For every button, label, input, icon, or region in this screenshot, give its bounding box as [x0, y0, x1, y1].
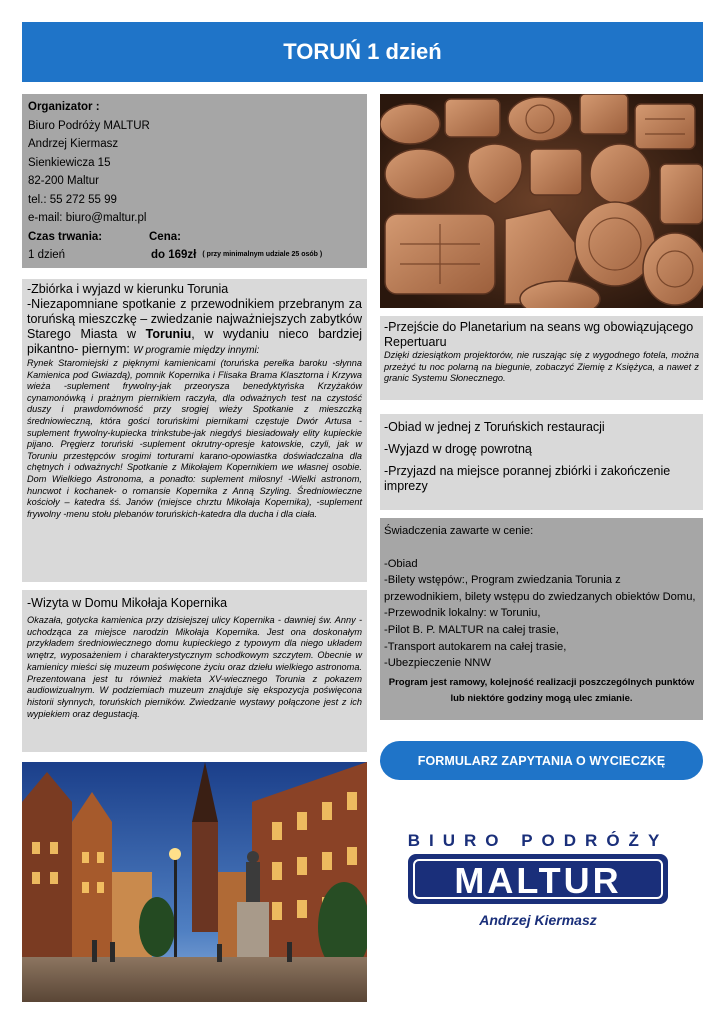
planetarium-lead: -Przejście do Planetarium na seans wg obowiązującego Repertuaru: [384, 320, 694, 349]
logo-owner-text: Andrzej Kiermasz: [479, 912, 597, 928]
return-box: [380, 414, 703, 510]
services-title: Świadczenia zawarte w cenie:: [384, 525, 534, 537]
kopernik-box: [22, 590, 367, 752]
logo-top-text: BIURO PODRÓŻY: [407, 831, 669, 850]
program-lead-city: Toruniu: [145, 327, 192, 341]
program-item-arrival: -Przyjazd na miejsce porannej zbiórki i zakończenie imprezy: [384, 464, 671, 493]
service-item: -Transport autokarem na całej trasie,: [384, 640, 567, 653]
organizer-email: e-mail: biuro@maltur.pl: [28, 212, 147, 224]
logo-name-text: MALTUR: [454, 860, 622, 901]
price-note: ( przy minimalnym udziale 25 osób ): [202, 251, 323, 258]
duration-price-labels: [28, 228, 361, 247]
page-title: TORUŃ 1 dzień: [283, 39, 442, 64]
price-value: do 169zł: [151, 249, 197, 261]
services-note: Program jest ramowy, kolejność realizacji poszczególnych punktów lub niektóre godziny mogą ulec zmianie.: [388, 676, 695, 704]
service-item: -Bilety wstępów:, Program zwiedzania Torunia z przewodnikiem, bilety wstępu do zwiedzanych obiektów Domu,: [384, 574, 696, 603]
inquiry-form-button[interactable]: FORMULARZ ZAPYTANIA O WYCIECZKĘ: [380, 741, 703, 780]
organizer-box: [22, 94, 367, 268]
program-item-guided-tour: [27, 297, 362, 358]
program-item-departure: -Zbiórka i wyjazd w kierunku Torunia: [27, 282, 229, 296]
planetarium-box: [380, 316, 703, 400]
price-label: Cena:: [149, 230, 181, 243]
program-lead-text-2: , w wydaniu nieco bardziej pikantno- piernym:: [27, 327, 362, 356]
organizer-line: 82-200 Maltur: [28, 175, 99, 187]
program-description: Rynek Staromiejski z pięknymi kamienicami (toruńska perełka baroku -słynna Kamienica pod Gwiazdą), pomnik Kopernika i Flisaka Brama Klasztorna i Krzywa wieża -suplement frywolny-jak przeorysza benedyktyńska Krzyżaków cynamonówką i prażnym piernikiem raczyła, dla odważnych test na czystość duszy i prawdomówność przy srogiej wieży Spotkanie z mieszczką średniowieczną, która gości toruńskimi piernikami częstuje Dwór Artusa - suplement frywolny-kupiecka trinkstube-jak niegdyś biesiadowały elity kupieckie pijano. Pręgierz toruński -suplement okrutny-opresje katowskie, czyli, jak w Toruniu przestępców srogimi torturami karano-opowiastka doświadczalna dla chętnych i odważnych! Spotkanie z Mikołajem Kopernikiem we własnej osobie. Dom Wielkiego Astronoma, a ponadto: suplement miłosny! -Wielki astronom, huncwot i kochanek- o romansie Kopernika z Anną Szyling. Średniowieczne kościoły – katedra śś. Janów (miejsce chrztu Mikołaja Kopernika), -suplement frywolny -menu stołu plebanów toruńskich-katedra dla ducha i dla ciała.: [27, 358, 362, 519]
organizer-line: Sienkiewicza 15: [28, 156, 111, 169]
service-item: -Przewodnik lokalny: w Toruniu,: [384, 607, 541, 620]
torun-old-town-photo: [22, 762, 367, 1002]
duration-label: Czas trwania:: [28, 230, 103, 243]
service-item: -Pilot B. P. MALTUR na całej trasie,: [384, 623, 559, 636]
maltur-logo: [404, 828, 672, 936]
kopernik-lead: -Wizyta w Domu Mikołaja Kopernika: [27, 596, 228, 610]
service-item: -Ubezpieczenie NNW: [384, 657, 491, 670]
duration-price-values: [28, 246, 361, 265]
gingerbread-photo: [380, 94, 703, 308]
organizer-phone: tel.: 55 272 55 99: [28, 193, 117, 206]
duration-value: 1 dzień: [28, 249, 66, 261]
organizer-line: Biuro Podróży MALTUR: [28, 119, 150, 132]
program-box: [22, 279, 367, 582]
organizer-label: Organizator :: [28, 101, 100, 113]
kopernik-description: Okazała, gotycka kamienica przy dzisiejszej ulicy Kopernika - dawniej św. Anny - uchodząca za miejsce narodzin Mikołaja Kopernika. Jest ona doskonałym przykładem średniowiecznego domu kupieckiego z typowym dla niego układem wnętrz, wyposażeniem i charakterystycznym schodkowym szczytem. Obecnie w kamienicy mieści się muzeum poświęcone życiu oraz dziełu wielkiego astronoma. Prezentowana jest tu również makieta XV-wiecznego Torunia z pokazem audiowizualnym. W podziemiach muzeum znajduje się ekspozycja poświęcona historii słynnych, toruńskich pierników. Zwiedzanie wystawy połączone jest z ich wypiekiem oraz degustacją.: [27, 615, 362, 719]
page-header: [22, 22, 703, 82]
program-lead-text: -Niezapomniane spotkanie z przewodnikiem przebranym za toruńską mieszczkę – zwiedzanie najważniejszych zabytków Starego Miasta w: [27, 297, 362, 341]
organizer-line: Andrzej Kiermasz: [28, 138, 119, 150]
program-lead-note: W programie między innymi:: [133, 345, 260, 356]
service-item: -Obiad: [384, 557, 418, 570]
program-item-dinner: -Obiad w jednej z Toruńskich restauracji: [384, 420, 605, 434]
program-item-return: -Wyjazd w drogę powrotną: [384, 442, 532, 456]
planetarium-description: Dzięki dziesiątkom projektorów, nie ruszając się z wygodnego fotela, można przeżyć tu noc polarną na biegunie, zobaczyć Ziemię z Księżyca, a nawet z granic Systemu Słonecznego.: [384, 350, 699, 384]
services-box: [380, 518, 703, 720]
